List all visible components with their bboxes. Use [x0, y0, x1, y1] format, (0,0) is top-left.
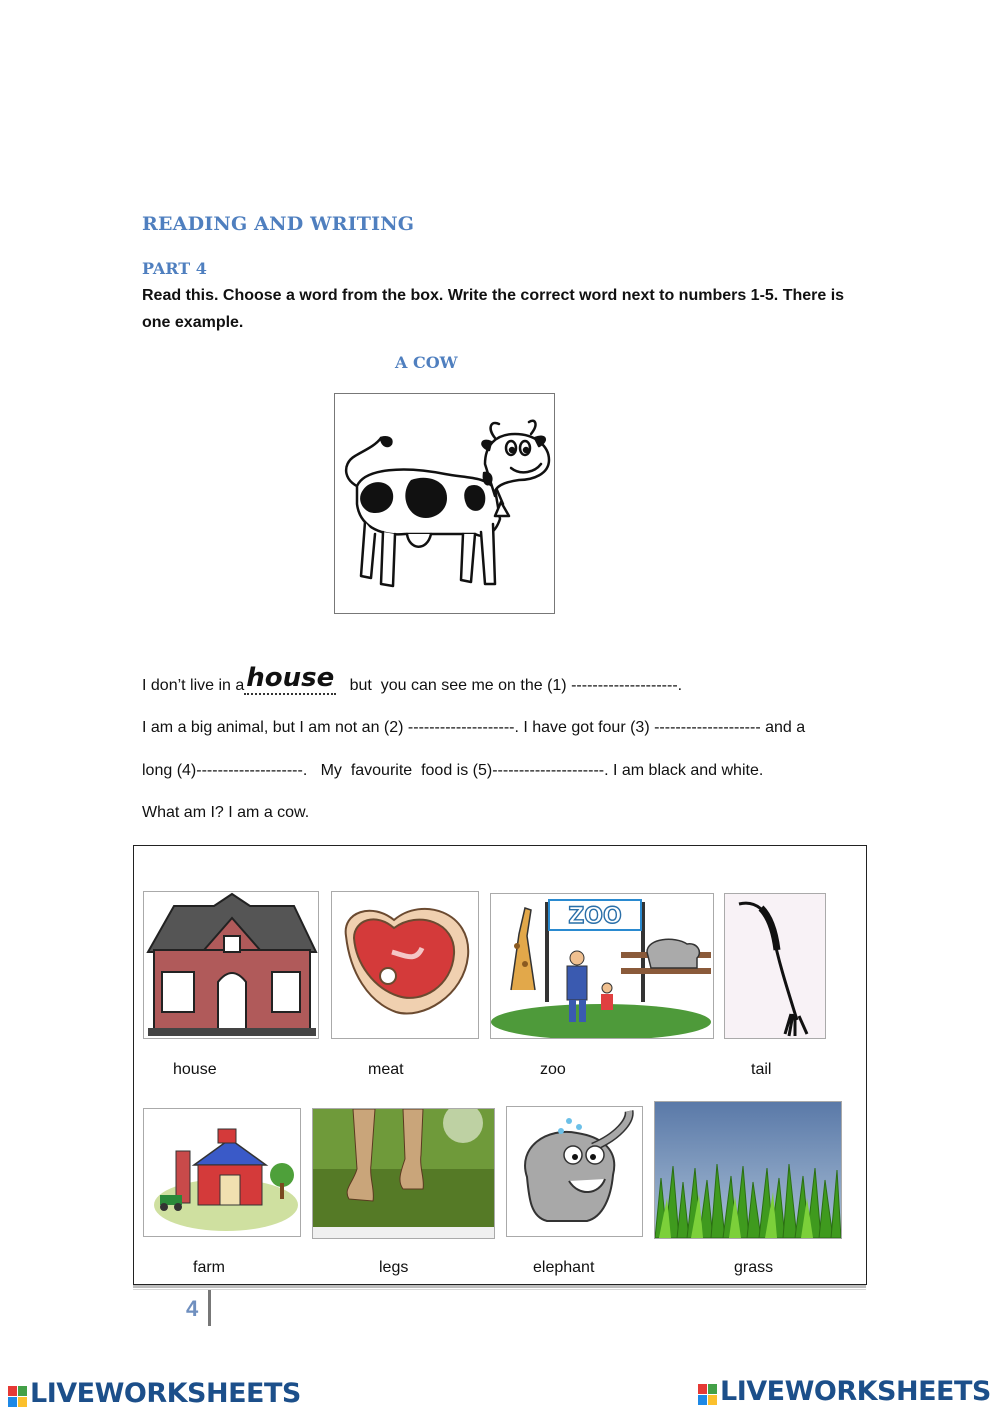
brand-right	[698, 1376, 991, 1407]
word-farm: farm	[193, 1259, 225, 1276]
story-title: A COW	[395, 353, 458, 372]
page-number: 4	[186, 1296, 199, 1321]
brand-right-text: LIVEWORKSHEETS	[720, 1376, 991, 1407]
farm-illustration	[144, 1109, 300, 1236]
elephant-illustration	[507, 1107, 642, 1236]
story-line-1-end: but you can see me on the (1) --------------------.	[336, 677, 683, 694]
word-elephant: elephant	[533, 1259, 595, 1276]
meat-illustration	[332, 892, 478, 1038]
word-grass: grass	[734, 1259, 774, 1276]
house-illustration	[144, 892, 318, 1038]
grass-illustration	[655, 1102, 841, 1238]
zoo-picture	[490, 893, 714, 1039]
word-tail: tail	[751, 1061, 772, 1078]
instructions: Read this. Choose a word from the box. Write the correct word next to numbers 1-5. There is one example.	[142, 287, 845, 331]
word-legs: legs	[379, 1259, 409, 1276]
meat-picture	[331, 891, 479, 1039]
word-house: house	[173, 1061, 217, 1078]
farm-picture	[143, 1108, 301, 1237]
elephant-picture	[506, 1106, 643, 1237]
brand-logo-icon	[698, 1382, 718, 1404]
word-meat: meat	[368, 1061, 404, 1078]
brand-left-text: LIVEWORKSHEETS	[30, 1378, 301, 1409]
cow-picture	[334, 393, 555, 614]
story-line-4: What am I? I am a cow.	[142, 804, 310, 821]
legs-picture	[312, 1108, 495, 1239]
footer-rule-thin	[133, 1289, 866, 1290]
footer-rule	[133, 1285, 866, 1288]
word-box	[133, 845, 867, 1285]
story-line-3: long (4)--------------------. My favourite food is (5)---------------------. I am black and white.	[142, 762, 764, 779]
part-label: PART 4	[142, 259, 207, 278]
cow-illustration	[335, 394, 554, 613]
house-picture	[143, 891, 319, 1039]
story-line-1	[142, 663, 683, 697]
zoo-illustration	[491, 894, 713, 1038]
page-number-bar	[208, 1290, 211, 1326]
grass-picture	[654, 1101, 842, 1239]
zoo-sign-text: ZOO	[568, 904, 622, 929]
tail-illustration	[725, 894, 825, 1038]
word-zoo: zoo	[540, 1061, 566, 1078]
brand-logo-icon	[8, 1384, 28, 1406]
story-line-1-start: I don’t live in a	[142, 677, 245, 694]
story-line-2: I am a big animal, but I am not an (2) --------------------. I have got four (3) -------------------- and a	[142, 719, 806, 736]
legs-illustration	[313, 1109, 494, 1238]
example-answer: house	[246, 663, 335, 693]
tail-picture	[724, 893, 826, 1039]
brand-left	[8, 1378, 301, 1409]
section-title: READING AND WRITING	[142, 213, 415, 235]
